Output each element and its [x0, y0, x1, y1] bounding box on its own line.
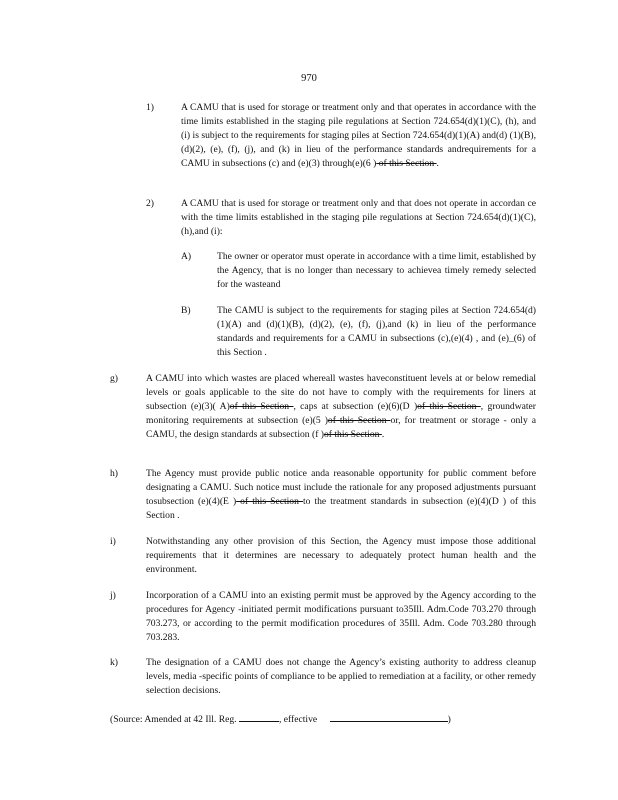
deleted-text: of this Section	[229, 401, 294, 412]
item-label: k)	[110, 657, 118, 668]
item-label: A)	[181, 251, 192, 262]
item-text: The designation of a CAMU does not change the Agency’s existing authority to address cleanup levels, media -specific points of compliance to be applied to remediation at a facility, or other remedy selection decisions.	[146, 657, 536, 696]
item-text	[181, 101, 536, 171]
item-label: B)	[181, 305, 191, 316]
deleted-text: of this Section	[327, 415, 391, 426]
item-text: Notwithstanding any other provision of this Section, the Agency must impose those additional requirements that it determines are necessary to adequately protect human health and the environment.	[146, 536, 536, 575]
item-label: g)	[110, 373, 118, 384]
item-text: The CAMU is subject to the requirements for staging piles at Section 724.654(d)(1)(A) and (d)(1)(B), (d)(2), (e), (f), (j),and (k) in lieu of the performance standards and requirements for a CAMU in subsections (c),(e)(4) , and (e)_(6) of this Section .	[217, 305, 536, 358]
item-text	[146, 467, 536, 523]
item-label: 1)	[146, 102, 154, 113]
source-text: , effective	[278, 714, 318, 725]
item-text-part: , groundwater monitoring requirements at subsection (e)(5 )	[146, 401, 536, 426]
source-note	[110, 711, 540, 727]
source-text: )	[447, 714, 451, 725]
item-text: Incorporation of a CAMU into an existing permit must be approved by the Agency according to the procedures for Agency -initiated permit modifications pursuant to35Ill. Adm.Code 703.270 through 703.273, or according to the permit modification procedures of 35Ill. Adm. Code 703.280 through 703.283.	[146, 590, 536, 643]
item-text-part: , caps at subsection (e)(6)(D )	[293, 401, 418, 412]
item-text-part: to the treatment standards in subsection (e)(4)(D ) of this Section .	[146, 496, 536, 521]
deleted-text: of this Section	[324, 429, 382, 440]
page-number: 970	[301, 73, 317, 84]
item-text-part: The Agency must provide public notice anda reasonable opportunity for public comment before designating a CAMU. Such notice must include the rationale for any proposed adjustments pursuant tosubsection (e)(4)(E )	[146, 468, 536, 507]
item-text-part: A CAMU that is used for storage or treatment only and that operates in accordance with the time limits established in the staging pile regulations at Section 724.654(d)(1)(C), (h), and (i) is subject to the requirements for staging piles at Section 724.654(d)(1)(A) and(d) (1)(B), (d)(2), (e), (f), (j), and (k) in lieu of the performance standards andrequirements for a CAMU in subsections (c) and (e)(3) through(e)(6 )	[181, 102, 536, 169]
deleted-text: of this Section	[376, 158, 437, 169]
deleted-text: of this Section	[236, 496, 303, 507]
item-text-part: .	[436, 158, 439, 169]
item-text-part: .	[381, 429, 385, 440]
item-text-part: or, for treatment or storage - only a CAMU, the design standards at subsection (f )	[146, 415, 536, 440]
reg-blank	[239, 711, 279, 722]
item-label: h)	[110, 468, 118, 479]
date-blank	[330, 711, 448, 722]
item-text	[146, 372, 536, 442]
item-label: i)	[110, 536, 116, 547]
deleted-text: of this Section	[417, 401, 481, 412]
item-text: A CAMU that is used for storage or treatment only and that does not operate in accordan ce with the time limits established in the staging pile regulations at Section 724.654(d)(1)(C), (h),and (i):	[181, 198, 536, 237]
source-text: (Source: Amended at 42 Ill. Reg.	[110, 714, 237, 725]
item-text: The owner or operator must operate in accordance with a time limit, established by the Agency, that is no longer than necessary to achievea timely remedy selected for the wasteand	[217, 251, 536, 290]
item-text-part: A CAMU into which wastes are placed whereall wastes haveconstituent levels at or below remedial levels or goals applicable to the site do not have to comply with the requirements for liners at subsection (e)(3)( A)	[146, 373, 536, 412]
item-label: 2)	[146, 198, 154, 209]
item-label: j)	[110, 590, 116, 601]
